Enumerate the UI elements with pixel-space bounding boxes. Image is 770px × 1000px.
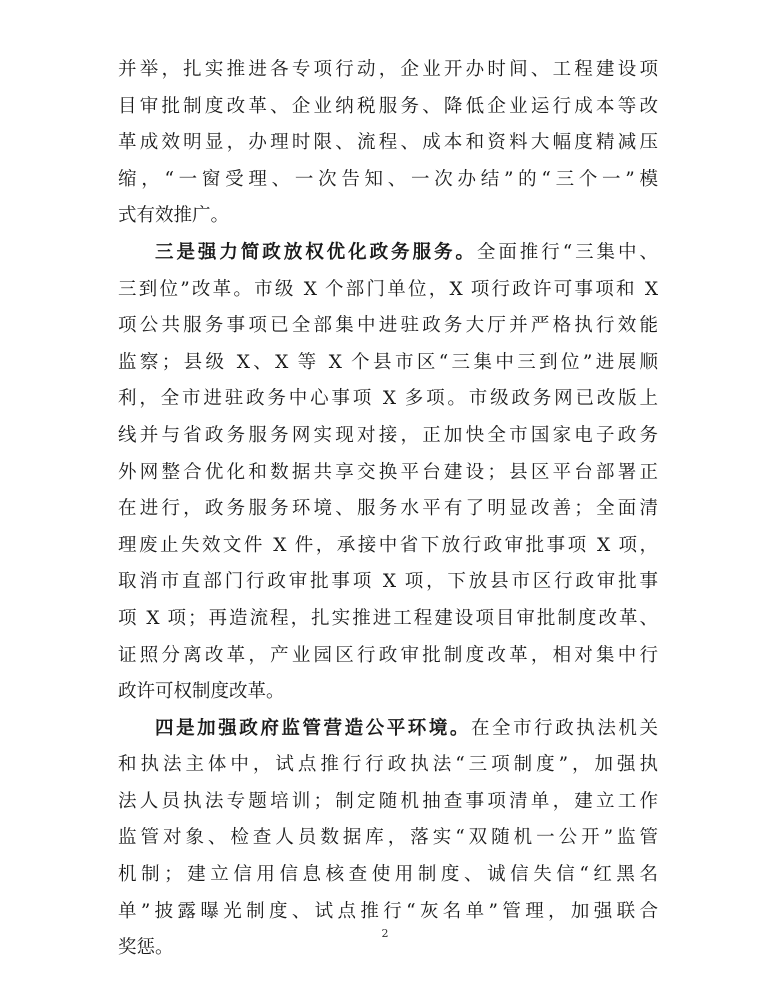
text-line: 取消市直部门行政审批事项 X 项，下放县市区行政审批事 (118, 571, 658, 593)
text-line: 监察；县级 X、X 等 X 个县市区“三集中三到位”进展顺 (118, 351, 658, 373)
text-line: 法人员执法专题培训；制定随机抽查事项清单，建立工作 (118, 790, 658, 812)
text-line: 在进行，政务服务环境、服务水平有了明显改善；全面清 (118, 498, 658, 520)
paragraph-heading: 三是强力简政放权优化政务服务。 (155, 241, 477, 263)
text-line: 理废止失效文件 X 件，承接中省下放行政审批事项 X 项， (118, 534, 658, 556)
text-line: 利，全市进驻政务中心事项 X 多项。市级政务网已改版上 (118, 388, 658, 410)
text-line: 革成效明显，办理时限、流程、成本和资料大幅度精减压 (118, 132, 658, 154)
text-line: 目审批制度改革、企业纳税服务、降低企业运行成本等改 (118, 95, 658, 117)
text-line: 外网整合优化和数据共享交换平台建设；县区平台部署正 (118, 461, 658, 483)
text-run: 在全市行政执法机关 (470, 717, 658, 739)
text-line: 并举，扎实推进各专项行动，企业开办时间、工程建设项 (118, 59, 658, 80)
text-line: 机制；建立信用信息核查使用制度、诚信失信“红黑名 (118, 864, 658, 886)
text-line: 单”披露曝光制度、试点推行“灰名单”管理，加强联合 (118, 900, 658, 922)
text-line: 线并与省政务服务网实现对接，正加快全市国家电子政务 (118, 424, 658, 446)
paragraph-2 (118, 235, 658, 711)
body-text (118, 52, 658, 967)
text-line: 式有效推广。 (118, 205, 230, 227)
text-line: 政许可权制度改革。 (118, 681, 285, 703)
text-line: 三到位”改革。市级 X 个部门单位，X 项行政许可事项和 X (118, 278, 658, 300)
text-line: 和执法主体中，试点推行行政执法“三项制度”，加强执 (118, 754, 658, 776)
text-run: 全面推行“三集中、 (476, 241, 658, 263)
paragraph-heading: 四是加强政府监管营造公平环境。 (155, 717, 471, 739)
paragraph-1 (118, 52, 658, 235)
text-line: 证照分离改革，产业园区行政审批制度改革，相对集中行 (118, 644, 658, 666)
text-line (118, 711, 658, 748)
text-line: 项 X 项；再造流程，扎实推进工程建设项目审批制度改革、 (118, 607, 658, 629)
text-line: 监管对象、检查人员数据库，落实“双随机一公开”监管 (118, 827, 658, 849)
text-line: 项公共服务事项已全部集中进驻政务大厅并严格执行效能 (118, 315, 658, 337)
text-line (118, 235, 658, 272)
page-number: 2 (381, 927, 389, 940)
text-line: 缩，“一窗受理、一次告知、一次办结”的“三个一”模 (118, 168, 658, 190)
text-line: 奖惩。 (118, 937, 174, 959)
